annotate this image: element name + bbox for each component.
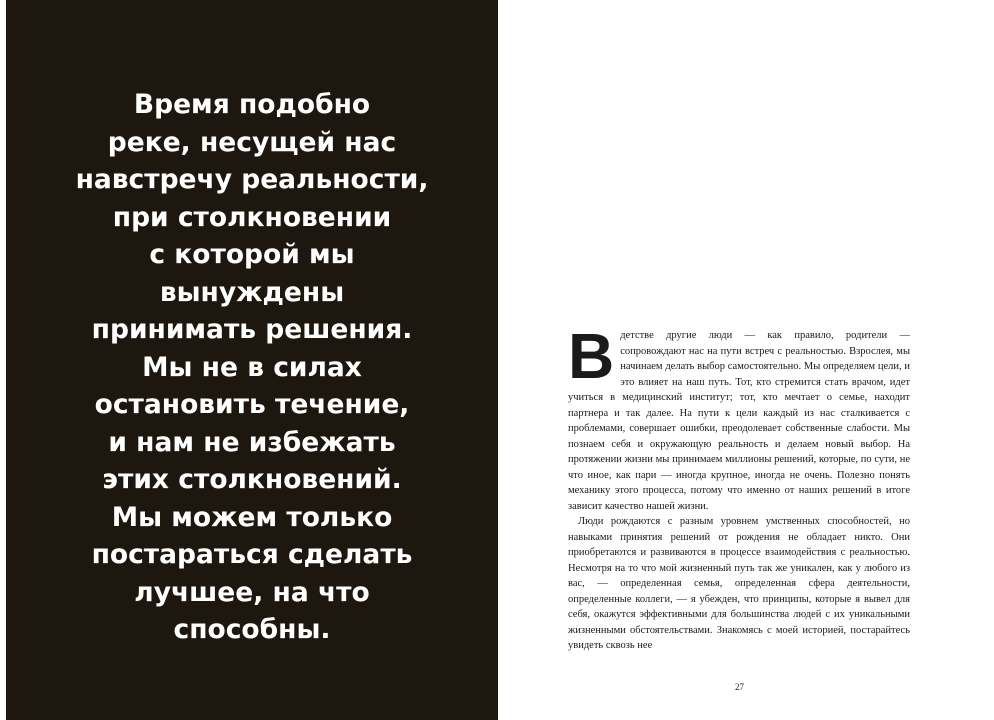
quote-line: навстречу реальности, — [75, 164, 429, 195]
pull-quote — [6, 86, 498, 649]
body-text — [568, 320, 910, 654]
paragraph-1: детстве другие люди — как правило, родители — сопровождают нас на пути встреч с реальностью. Взрослея, мы начинаем делать выбор самостоятельно. Мы определяем цели, и это влияет на наш путь. Тот, кто стремится стать врачом, идет учиться в медицинский институт; тот, кто мечтает о семье, находит партнера и так далее. На пути к цели каждый из нас сталкивается с проблемами, совершает ошибки, преодолевает собственные слабости. Мы познаем себя и окружающую реальность и делаем новый выбор. На протяжении жизни мы принимаем миллионы решений, которые, по сути, не что иное, как пари — иногда крупное, иногда не очень. Полезно понять механику этого процесса, потому что именно от наших решений в итоге зависит качество нашей жизни. — [568, 330, 910, 512]
quote-line: остановить течение, — [94, 389, 410, 420]
quote-line: Время подобно — [133, 89, 371, 120]
quote-line: вынуждены — [159, 276, 345, 308]
quote-line: и нам не избежать — [108, 426, 396, 458]
drop-cap: В — [568, 320, 615, 392]
quote-line: Мы не в силах — [142, 351, 362, 383]
right-page — [498, 0, 994, 720]
quote-line: способны. — [173, 614, 331, 645]
quote-line: реке, несущей нас — [107, 126, 397, 158]
quote-line: Мы можем только — [111, 501, 393, 533]
quote-line: постараться сделать — [91, 539, 413, 570]
left-page — [6, 0, 498, 720]
paragraph-2: Люди рождаются с разным уровнем умственных способностей, но навыками принятия решений от рождения не обладает никто. Они приобретаются и развиваются в процессе взаимодействия с реальностью. Несмотря на то что мой жизненный путь так же уникален, как у любого из вас, — определенная семья, определенная сфера деятельности, определенные коллеги, — я убежден, что принципы, которые я вывел для себя, окажутся эффективными для большинства людей с их уникальными жизненными обстоятельствами. Знакомясь с моей историей, постарайтесь увидеть сквозь нее — [568, 516, 910, 651]
quote-line: принимать решения. — [91, 314, 413, 345]
quote-line: с которой мы — [149, 239, 355, 270]
quote-line: при столкновении — [112, 201, 392, 233]
quote-line: лучшее, на что — [134, 576, 370, 608]
page-number: 27 — [735, 682, 744, 692]
quote-line: этих столкновений. — [102, 464, 402, 495]
